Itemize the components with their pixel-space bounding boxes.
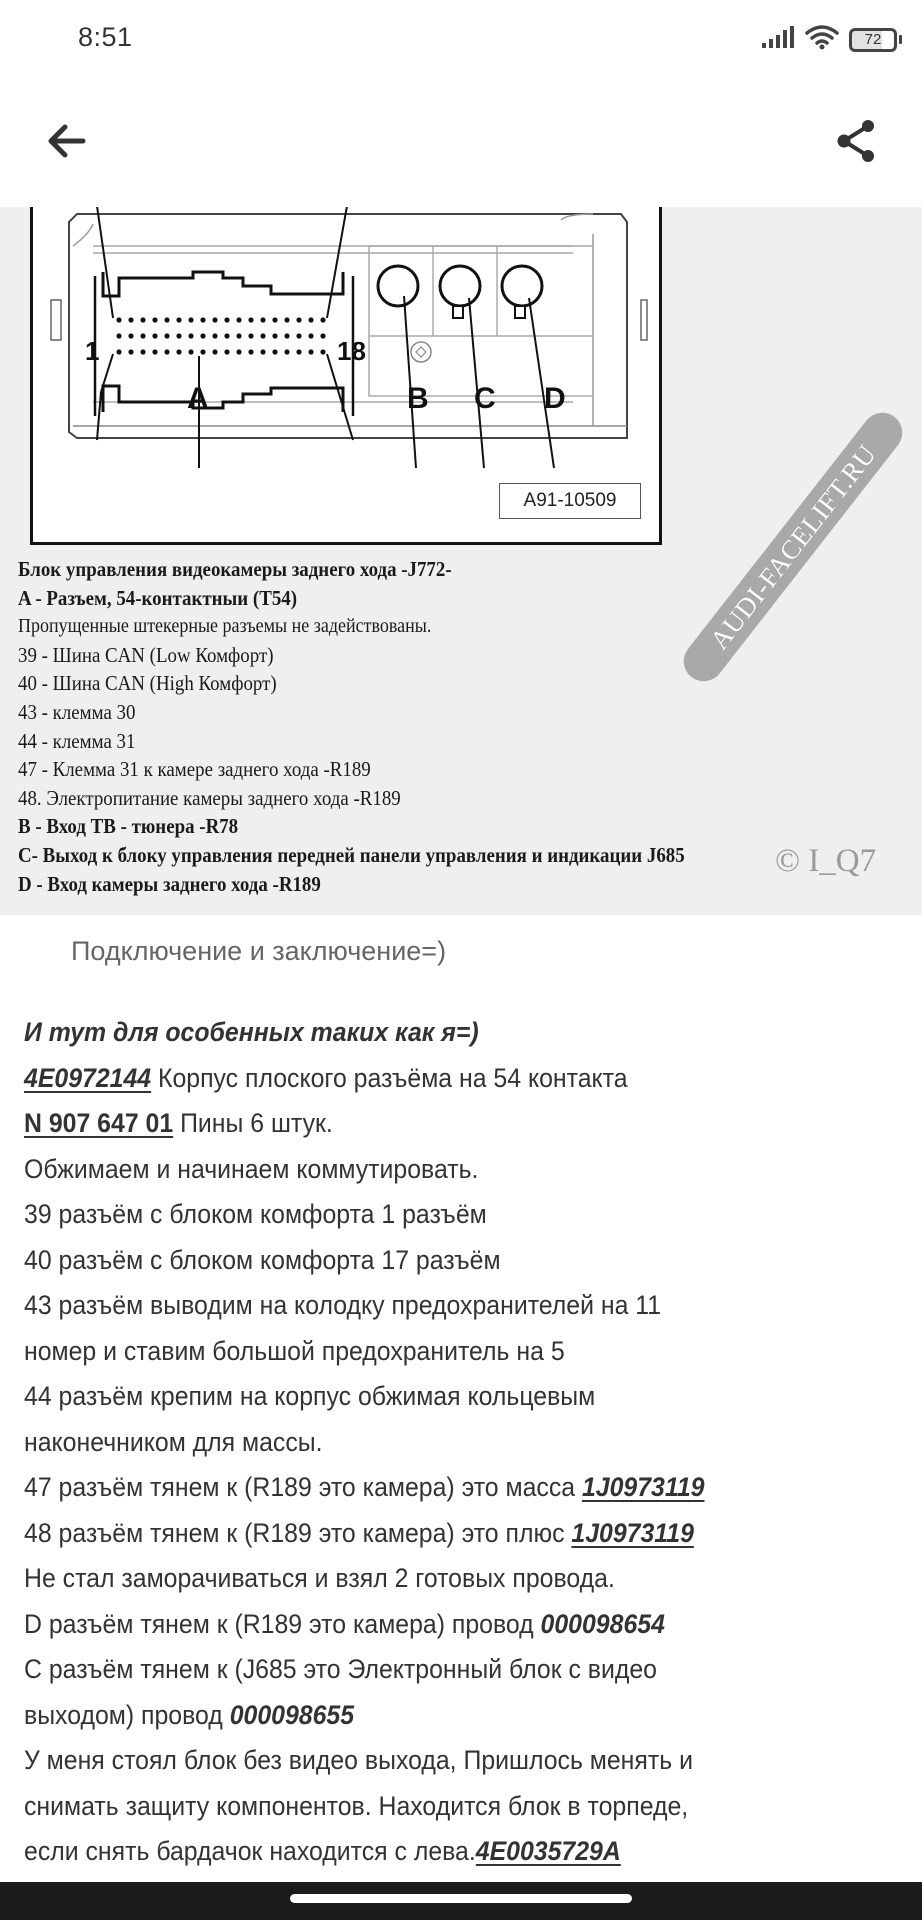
label-a: A xyxy=(187,382,209,415)
label-d: D xyxy=(544,382,566,415)
post-text: если снять бардачок находится с лева. xyxy=(24,1836,476,1866)
home-gesture-handle[interactable] xyxy=(290,1894,632,1903)
legend-title: Блок управления видеокамеры заднего хода -J772- xyxy=(18,557,452,581)
legend-line: 48. Электропитание камеры заднего хода -R189 xyxy=(18,785,401,810)
post-text: Корпус плоского разъёма на 54 контакта xyxy=(151,1062,628,1093)
figure-code: A91-10509 xyxy=(499,483,641,519)
post-line xyxy=(24,1056,834,1102)
post-line: 44 разъём крепим на корпус обжимая кольцевым xyxy=(24,1381,596,1411)
watermark-text: AUDI-FACELIFT.RU xyxy=(676,405,911,690)
post-line xyxy=(24,1465,834,1511)
part-number-link[interactable]: 4E0972144 xyxy=(24,1062,152,1093)
battery-icon xyxy=(849,28,902,52)
post-line: 43 разъём выводим на колодку предохранителей на 11 xyxy=(24,1290,662,1320)
back-button[interactable] xyxy=(36,113,96,173)
post-line xyxy=(24,1693,834,1739)
post-text: Пины 6 штук. xyxy=(173,1108,333,1138)
label-b: B xyxy=(407,382,429,415)
battery-level: 72 xyxy=(849,28,897,52)
post-line: Не стал заморачиваться и взял 2 готовых провода. xyxy=(24,1563,615,1593)
post-text: выходом) провод xyxy=(24,1699,230,1730)
post-line: У меня стоял блок без видео выхода, Пришлось менять и xyxy=(24,1745,693,1775)
part-number-link[interactable]: 4E0035729A xyxy=(475,1836,621,1866)
post-text: D разъём тянем к (R189 это камера) провод xyxy=(24,1608,541,1639)
status-bar xyxy=(0,0,922,76)
legend-line: D - Вход камеры заднего хода -R189 xyxy=(18,871,321,896)
system-nav-bar xyxy=(0,1882,922,1920)
post-line xyxy=(24,1511,834,1557)
post-line: 39 разъём с блоком комфорта 1 разъём xyxy=(24,1199,487,1229)
connector-diagram xyxy=(30,207,662,545)
legend-line: 43 - клемма 30 xyxy=(18,699,136,724)
wifi-icon xyxy=(805,24,839,55)
post-line: номер и ставим большой предохранитель на 5 xyxy=(24,1335,565,1366)
legend-line: 44 - клемма 31 xyxy=(18,728,136,753)
pin-18-label: 18 xyxy=(337,336,366,366)
watermark xyxy=(620,397,920,697)
post-line xyxy=(24,1829,834,1875)
part-number-link[interactable]: 1J0973119 xyxy=(571,1517,694,1548)
share-icon xyxy=(835,118,877,169)
legend-line: A - Разъем, 54-контактныи (T54) xyxy=(18,585,298,610)
post-line: снимать защиту компонентов. Находится блок в торпеде, xyxy=(24,1790,689,1821)
image-caption: Подключение и заключение=) xyxy=(71,936,447,966)
status-icons xyxy=(761,24,902,55)
post-text: 48 разъём тянем к (R189 это камера) это плюс xyxy=(24,1517,572,1548)
signal-icon xyxy=(761,25,795,54)
legend-line: B - Вход ТВ - тюнера -R78 xyxy=(18,814,239,839)
post-text: 47 разъём тянем к (R189 это камера) это масса xyxy=(24,1472,582,1502)
share-button[interactable] xyxy=(826,113,886,173)
post-line xyxy=(24,1101,834,1147)
legend-line: 40 - Шина CAN (High Комфорт) xyxy=(18,671,277,696)
post-line: 40 разъём с блоком комфорта 17 разъём xyxy=(24,1244,501,1275)
app-header xyxy=(0,100,922,186)
label-c: C xyxy=(474,382,496,415)
status-time: 8:51 xyxy=(78,22,133,52)
arrow-left-icon xyxy=(45,121,87,166)
wire-number: 000098655 xyxy=(229,1699,355,1730)
copyright-mark: © I_Q7 xyxy=(775,843,877,879)
legend-line: Пропущенные штекерные разъемы не задействованы. xyxy=(18,615,432,638)
battery-tip xyxy=(899,35,902,44)
post-body xyxy=(24,1010,904,1875)
post-line xyxy=(24,1602,834,1648)
pin-1-label: 1 xyxy=(85,336,100,366)
legend-line: 47 - Клемма 31 к камере заднего хода -R189 xyxy=(18,757,371,782)
post-heading: И тут для особенных таких как я=) xyxy=(24,1017,479,1047)
legend-line: 39 - Шина CAN (Low Комфорт) xyxy=(18,642,274,667)
post-line: C разъём тянем к (J685 это Электронный блок с видео xyxy=(24,1654,657,1684)
post-line: Обжимаем и начинаем коммутировать. xyxy=(24,1153,479,1184)
post-image[interactable] xyxy=(0,207,922,915)
part-number-link[interactable]: N 907 647 01 xyxy=(24,1108,174,1138)
legend-line: C- Выход к блоку управления передней панели управления и индикации J685 xyxy=(18,842,685,867)
wire-number: 000098654 xyxy=(540,1608,665,1639)
part-number-link[interactable]: 1J0973119 xyxy=(581,1472,705,1502)
post-line: наконечником для массы. xyxy=(24,1426,323,1457)
